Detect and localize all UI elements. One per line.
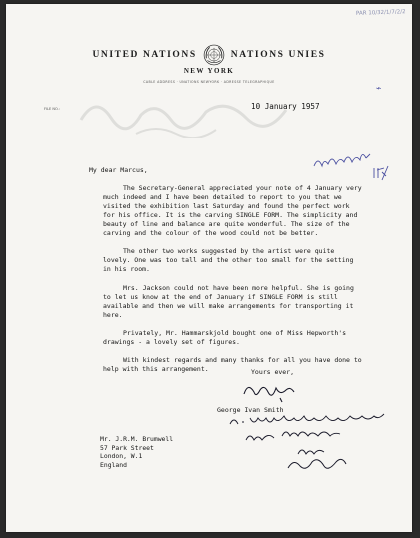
- paragraph-3: Mrs. Jackson could not have been more helpful. She is going to let us know at the end of January if SINGLE FORM is still available and then we will make arrangements for transporting it here.: [103, 283, 354, 319]
- address-line: London, W.1: [100, 452, 143, 461]
- paragraph-2: The other two works suggested by the artist were quite lovely. One was too tall and the other too small for the setting in his room.: [103, 247, 354, 274]
- letterhead-city: NEW YORK: [183, 67, 235, 75]
- handwritten-postscript: [228, 406, 418, 476]
- letter-date: 10 January 1957: [251, 102, 320, 111]
- address-line: 57 Park Street: [100, 443, 154, 452]
- recipient-address: [100, 435, 173, 469]
- closing: Yours ever,: [251, 368, 295, 376]
- address-line: England: [100, 460, 127, 469]
- salutation: My dear Marcus,: [89, 166, 148, 174]
- bleed-through-handwriting: [76, 90, 296, 138]
- paragraph-4: Privately, Mr. Hammarskjold bought one of Miss Hepworth's drawings - a lovely set of figures.: [103, 328, 347, 346]
- blue-pencil-mark: ⌁: [375, 83, 383, 95]
- letter-body: [89, 166, 365, 383]
- un-emblem-icon: [203, 44, 225, 66]
- cable-address: CABLE ADDRESS · UNATIONS NEWYORK · ADRESSE TELEGRAPHIQUE: [143, 80, 275, 84]
- org-name-french: NATIONS UNIES: [230, 50, 326, 60]
- letterhead: [6, 44, 412, 75]
- org-name-english: UNITED NATIONS: [92, 50, 197, 60]
- reference-stamp: PAR 10/32/1/7/2/2: [356, 9, 407, 17]
- signer-name: George Ivan Smith: [217, 406, 284, 414]
- address-line: Mr. J.R.M. Brumwell: [100, 435, 174, 443]
- letter-sheet: [6, 4, 412, 532]
- signature-mark: [240, 376, 300, 406]
- file-number-label: FILE NO.:: [44, 107, 60, 111]
- letterhead-title-row: [6, 44, 412, 66]
- paragraph-1: The Secretary-General appreciated your note of 4 January very much indeed and I have been detailed to report to you that we visited the exhibition last Saturday and found the perfect work for his office. It is the carving SINGLE FORM. The simplicity and beauty of line and balance are quite wonderful. The size of the carving and the colour of the wood could not be better.: [103, 184, 362, 238]
- paragraph-5: With kindest regards and many thanks for all you have done to help with this arrangement.: [103, 355, 362, 373]
